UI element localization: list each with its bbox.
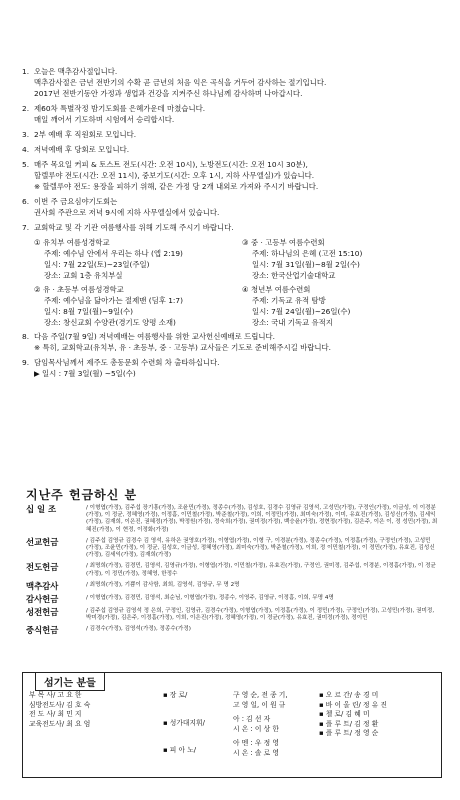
offering-label: 선교헌금 [26, 536, 59, 547]
notice-number: 8. [22, 332, 30, 341]
offering-names: / 최명희(가정), 기쁨이 감사함, 최희, 김영석, 김영규, 무 명 2명 [86, 581, 240, 588]
notice-head [22, 129, 442, 140]
event-line: 주제: 예수님 안에서 우리는 하나 (엡 2:19) [44, 249, 183, 258]
notice-line: 저녁예배 후 당회로 모입니다. [34, 145, 130, 154]
server-entry: ▪ 피 아 노/ [163, 746, 197, 755]
offering-row [26, 538, 438, 560]
event-line: 장소: 창신교회 수양관(경기도 양평 소재) [44, 318, 176, 327]
server-entry: ▪ 오 르 간/ 송 경 미 [319, 691, 379, 699]
event-item [34, 284, 234, 328]
server-entry: 구 영 순, 전 종 기, [233, 691, 288, 699]
notice-subline: 할렐루야 전도(시간: 오전 11시), 중보기도(시간: 오후 1시, 지하 사무엘실)가 있습니다. [34, 171, 315, 180]
notice-head [22, 144, 442, 155]
notice-head [22, 66, 442, 77]
notice-number: 2. [22, 104, 30, 113]
notice-subline: ※ 할렐루야 전도: 용장을 피하기 위해, 같은 가정 당 2개 내외로 가져와 주시기 바랍니다. [34, 182, 319, 191]
event-line: 장소: 교회 1층 유치부실 [44, 271, 123, 280]
servers-box [22, 672, 442, 778]
notice-line: 교회학교 및 각 기관 여름행사를 위해 기도해 주시기 바랍니다. [34, 223, 234, 232]
notice-item [22, 103, 442, 125]
server-entry: 시 온 : 솔 로 영 [233, 748, 279, 757]
offering-row [26, 505, 438, 534]
server-entry: 전 도 사/ 최 민 지 [29, 710, 82, 719]
notice-subline: ※ 특히, 교회학교(유치부, 유 · 초등부, 중 · 고등부) 교사들은 기도로 준비해주시길 바랍니다. [34, 343, 331, 352]
notice-subline: 2017년 전반기동안 가정과 생업과 건강을 지켜주신 하나님께 감사하며 나아갑시다. [34, 89, 303, 98]
server-entry: 아 멘 : 우 정 영 [233, 739, 279, 748]
event-line: 일시: 7월 22일(토)~23일(주일) [44, 260, 150, 269]
notice-subline: ▶ 일시 : 7월 3일(월) ~5일(수) [34, 369, 136, 378]
event-title: ② 유 · 초등부 여름성경학교 [34, 285, 124, 294]
offering-names: / 최명희(가정), 김경민, 김영석, 김영규(가정), 이형엽(가정), 이민철(가정), 유효진(가정), 구정인, 권미정, 김주섭, 이경분, 이정흠(가정), 이 정균(가정), 이 정민(가정), 정혜영, 한정수 [86, 563, 436, 577]
servers-column-2 [163, 691, 205, 774]
event-line: 장소: 국내 기독교 유적지 [252, 318, 333, 327]
offerings-list [26, 505, 438, 639]
notice-line: 2부 예배 후 직원회로 모입니다. [34, 130, 137, 139]
server-entry: ▪ 플 루 트/ 김 정 환 [319, 719, 379, 728]
notice-number: 4. [22, 145, 30, 154]
notice-line: 담임목사님께서 제주도 총동문회 수련회 차 출타하십니다. [34, 358, 220, 367]
event-line: 주제: 기독교 유적 탐방 [252, 296, 326, 305]
notice-line: 이번 주 금요심야기도회는 [34, 197, 118, 206]
notice-item [22, 159, 442, 192]
notice-head [22, 222, 442, 233]
server-entry: ▪ 첼 로/ 김 혜 미 [319, 710, 370, 719]
notices-list [22, 66, 442, 383]
offering-row [26, 563, 438, 577]
notice-item [22, 357, 442, 379]
server-entry: 교육전도사/ 최 요 엄 [29, 719, 91, 728]
server-entry: ▪ 장 로/ [163, 691, 188, 699]
notice-item [22, 331, 442, 353]
servers-title: 섬기는 분들 [35, 672, 105, 691]
offering-row [26, 608, 438, 622]
notice-head [22, 159, 442, 170]
offering-label: 십 일 조 [26, 504, 57, 514]
event-item [34, 237, 234, 281]
server-entry: ▪ 성가대지휘/ [163, 718, 205, 727]
servers-column-1 [29, 691, 90, 729]
notice-head [22, 196, 442, 207]
event-line: 주제: 예수님을 닮아가는 절제맨 (딤후 1:7) [44, 296, 183, 305]
event-line: 일시: 7월 31일(월)~8월 2일(수) [252, 260, 360, 269]
notice-number: 1. [22, 67, 30, 76]
event-line: 장소: 한국산업기술대학교 [252, 271, 336, 280]
offering-names: / 이형엽(가정), 김주섭 장기흥(가정), 조윤민(가정), 정종수(가정), 김성호, 김경수 김영규 김영석, 고성민(가정), 구정인(가정), 이금성, 이 이경분(가정), 이 정균, 정혜영(가정), 이정흠, 이민철(가정), 박준철(가정), 이희, 이정민(가정), 최미숙(가정), 이미, 유효진(가정), 김성신(가정), 김세익(가정), 김재희, 이은진, 권혜정(가정), 박정원(가정), 정숙희(가정), 권미정(가정), 백승윤(가정), 정현정(가정), 김은주, 이은 이, 정 성민(가정), 최혜진(가정), 이 현정, 이정화(가정) [86, 505, 438, 533]
event-item [242, 237, 442, 281]
event-title: ① 유치부 여름성경학교 [34, 238, 110, 247]
servers-column-3 [233, 691, 288, 764]
notice-number: 6. [22, 197, 30, 206]
offering-label: 전도헌금 [26, 562, 59, 573]
offering-row [26, 595, 438, 604]
offerings-title: 지난주 헌금하신 분 [26, 488, 138, 502]
offering-label: 성전헌금 [26, 606, 59, 617]
notice-line: 제60차 특별작정 밤기도회를 은혜가운데 마쳤습니다. [34, 104, 206, 113]
server-entry: 심방전도사/ 김 호 숙 [29, 700, 91, 709]
server-entry: 부 목 사/ 고 요 한 [29, 691, 82, 699]
notice-item [22, 144, 442, 155]
server-entry: ▪ 바 이 올 린/ 정 유 진 [319, 700, 387, 709]
notice-subline: 매일 깨어서 기도하며 시험에서 승리합시다. [34, 115, 175, 124]
offering-names: / 김주섭 김영규 김영석 정 은희, 구정인, 김영규, 김경수(가정), 이형엽(가정), 이정흠(가정), 이 정민(가정), 구정인(가정), 고성민(가정), 권미정, 박미경(가정), 김은주, 이정흠(가정), 이희, 이은진(가정), 정혜영(가정), 이 정균(가정), 유효진, 권미정(가정), 정이민 [86, 607, 435, 622]
event-item [242, 284, 442, 328]
notice-number: 7. [22, 223, 30, 232]
server-entry: 고 영 일, 이 원 규 [233, 700, 286, 709]
servers-column-4 [319, 691, 387, 739]
event-line: 주제: 하나님의 은혜 (고전 15:10) [252, 249, 363, 258]
event-line: 일시: 7월 24일(월)~26일(수) [252, 307, 351, 316]
offering-label: 중식헌금 [26, 625, 59, 636]
event-line: 일시: 8월 7일(월)~9일(수) [44, 307, 133, 316]
notice-number: 3. [22, 130, 30, 139]
offering-row [26, 582, 438, 591]
offering-label: 맥추감사 [26, 580, 59, 591]
notice-subline: 권사회 주관으로 저녁 9시에 지하 사무엘실에서 있습니다. [34, 208, 220, 217]
events-grid [22, 237, 442, 331]
server-entry: 아 : 김 선 자 [233, 715, 271, 724]
notice-head [22, 103, 442, 114]
notice-item [22, 196, 442, 218]
notice-line: 매주 목요일 커피 & 토스트 전도(시간: 오전 10시), 노방전도(시간: 오전 10시 30분), [34, 160, 308, 169]
offering-names: / 이형엽(가정), 김경민, 김영석, 최순님, 이형엽(가정), 정종수, 이영주, 김영규, 이정흠, 이희, 무명 4명 [86, 594, 334, 601]
notice-item [22, 222, 442, 233]
offering-row [26, 626, 438, 635]
notice-head [22, 357, 442, 368]
notice-line: 다음 주일(7월 9일) 저녁예배는 여름행사를 위한 교사헌신예배로 드립니다. [34, 332, 276, 341]
notice-number: 9. [22, 358, 30, 367]
event-title: ③ 중 · 고등부 여름수련회 [242, 238, 325, 247]
notice-item [22, 129, 442, 140]
notice-line: 오늘은 맥추감사절입니다. [34, 67, 118, 76]
server-entry: 시 온 : 이 상 한 [233, 724, 279, 733]
server-entry: ▪ 플 루 트/ 정 영 순 [319, 729, 379, 738]
notice-head [22, 331, 442, 342]
notice-subline: 맥추감사절은 금년 전반기의 수확 곧 금년의 처음 익은 곡식을 거두어 감사하는 절기입니다. [34, 78, 327, 87]
offering-label: 감사헌금 [26, 593, 59, 604]
offering-names: / 김경수(가정), 김영석(가정), 정종수(가정) [86, 626, 191, 633]
notice-number: 5. [22, 160, 30, 169]
offering-names: / 김주섭 김영규 김경수 김 영석, 유하은 권영호(가정), 이형엽(가정), 이형 구, 이경분(가정), 정종수(가정), 이정흠(가정), 구정인(가정), 고성민(가정), 조윤민(가정), 이 정균, 김성호, 이금성, 정혜영(가정), 최미숙(가정), 박준철(가정), 이희, 정 이민철(가정), 이 정민(가정), 유효진, 김성신(가정), 김세익(가정), 김재희(가정) [86, 537, 435, 559]
notice-item [22, 66, 442, 99]
event-title: ④ 청년부 여름수련회 [242, 285, 311, 294]
